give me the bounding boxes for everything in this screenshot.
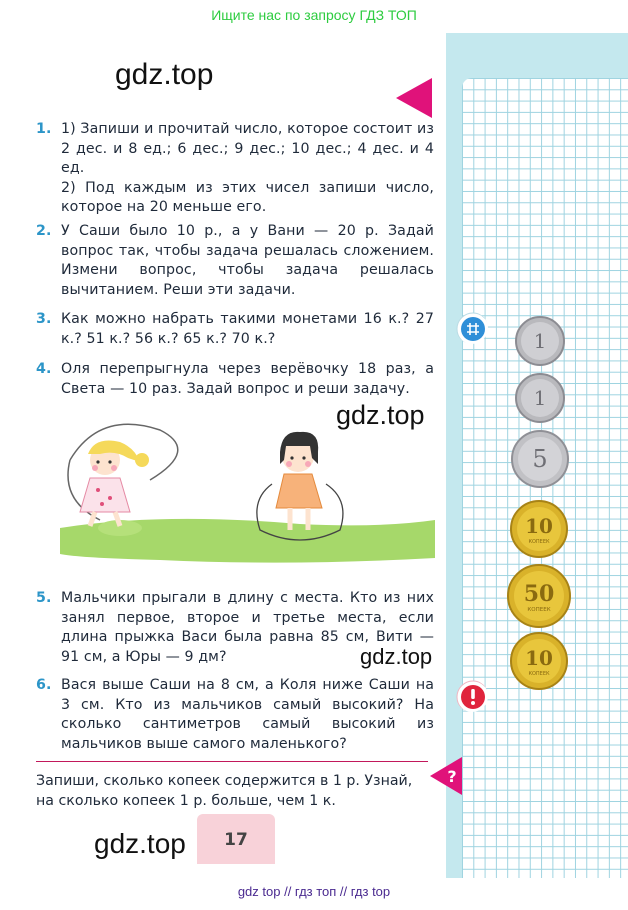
coin-5-kopecks	[511, 430, 569, 488]
task-1	[36, 120, 434, 218]
coin-value: 10	[525, 646, 553, 670]
svg-text:?: ?	[447, 767, 457, 786]
task-text: У Саши было 10 р., а у Вани — 20 р. Задай вопрос так, чтобы задача решалась сложением. Измени вопрос, чтобы задача решалась вычитанием. Реши эти задачи.	[61, 223, 434, 298]
task-text: 1) Запиши и прочитай число, которое состоит из 2 дес. и 8 ед.; 6 дес.; 9 дес.; 10 дес.; 4 дес. и 4 ед.	[61, 121, 434, 176]
section-divider	[36, 761, 428, 762]
coin-1-kopeck	[515, 373, 565, 423]
exclamation-icon	[456, 680, 488, 712]
coin-value: 1	[533, 386, 547, 410]
watermark: gdz.top	[94, 828, 186, 859]
watermark: gdz.top	[336, 400, 425, 430]
task-2	[36, 222, 434, 300]
task-number: 4.	[36, 361, 52, 377]
task-number: 1.	[36, 121, 52, 137]
footer-links[interactable]: gdz top // гдз топ // гдз top	[237, 884, 391, 899]
coin-10-kopecks	[510, 632, 568, 690]
search-banner[interactable]: Ищите нас по запросу ГДЗ ТОП	[211, 7, 417, 23]
task-text: Оля перепрыгнула через верёвочку 18 раз, а Света — 10 раз. Задай вопрос и реши задачу.	[61, 361, 434, 397]
task-text: 2) Под каждым из этих чисел запиши число, которое на 20 меньше его.	[61, 179, 434, 215]
task-text: Как можно набрать такими монетами 16 к.? 27 к.? 51 к.? 56 к.? 65 к.? 70 к.?	[61, 311, 434, 347]
extra-task: Запиши, сколько копеек содержится в 1 р. Узнай, на сколько копеек 1 р. больше, чем 1 к.	[36, 773, 413, 809]
task-number: 6.	[36, 677, 52, 693]
bookmark-triangle-icon	[396, 78, 432, 118]
coin-value: 1	[533, 329, 547, 353]
coin-50-kopecks	[507, 564, 571, 628]
page-number: 17	[197, 814, 275, 864]
question-icon	[430, 757, 462, 795]
grid-icon[interactable]	[456, 312, 488, 344]
coin-caption: КОПЕЕК	[528, 671, 550, 677]
coin-1-kopeck	[515, 316, 565, 366]
coin-caption: КОПЕЕК	[528, 539, 550, 545]
coin-value: 50	[523, 581, 555, 607]
coin-value: 10	[525, 514, 553, 538]
coin-caption: КОПЕЕК	[527, 607, 551, 613]
task-number: 3.	[36, 311, 52, 327]
watermark: gdz.top	[115, 58, 214, 91]
coin-10-kopecks	[510, 500, 568, 558]
jump-rope-illustration	[40, 420, 440, 570]
watermark: gdz.top	[360, 644, 433, 669]
task-3	[36, 310, 434, 349]
task-text: Мальчики прыгали в длину с места. Кто из них занял первое, второе и третье места, если длина прыжка Васи была равна 85 см, Вити — 91 см, а Юры — 9 дм?	[61, 590, 434, 665]
coin-value: 5	[532, 445, 548, 473]
task-number: 2.	[36, 223, 52, 239]
task-4	[36, 360, 434, 399]
task-number: 5.	[36, 590, 52, 606]
task-text: Вася выше Саши на 8 см, а Коля ниже Саши на 3 см. Кто из мальчиков самый высокий? На сколько сантиметров самый высокий из мальчиков выше самого маленького?	[61, 677, 434, 752]
task-6	[36, 676, 434, 754]
